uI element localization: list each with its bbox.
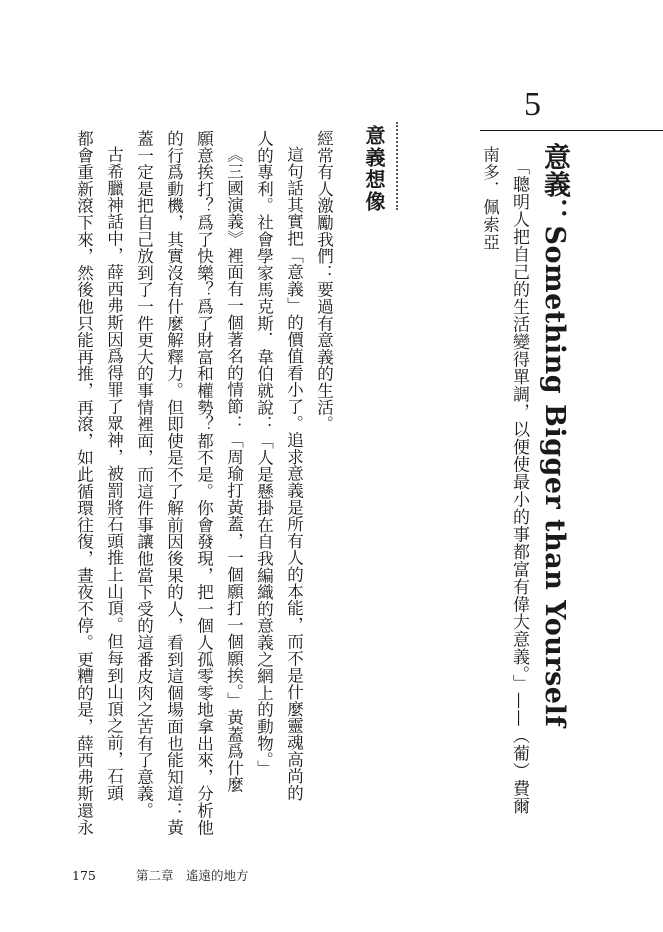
epigraph-quote: 「聰明人把自己的生活變得單調，以便使最小的事都富有偉大意義。」——（葡）費爾 <box>509 158 529 815</box>
chapter-rule <box>480 130 663 131</box>
epigraph-attribution: 南多．佩索亞 <box>480 146 500 251</box>
running-footer: 第二章 遙遠的地方 <box>136 868 249 883</box>
body-line: 的行爲動機，其實沒有什麼解釋力。但即使是不了解前因後果的人，看到這個場面也能知道：黃 <box>164 130 184 836</box>
body-line: 經常有人激勵我們：要過有意義的生活。 <box>314 130 334 433</box>
body-line: 人的專利。社會學家馬克斯．韋伯就說：「人是懸掛在自我編織的意義之網上的動物。」 <box>254 130 274 777</box>
body-line: 古希臘神話中，薛西弗斯因爲得罪了眾神，被罰將石頭推上山頂。但每到山頂之前，石頭 <box>104 146 124 802</box>
body-line: 這句話其實把「意義」的價值看小了。追求意義是所有人的本能，而不是什麼靈魂高尚的 <box>284 146 304 802</box>
chapter-title: 意義：Something Bigger than Yourself <box>539 143 570 728</box>
body-line: 願意挨打？爲了快樂？爲了財富和權勢？都不是。你會發現，把一個人孤零零地拿出來，分析他 <box>194 130 214 836</box>
body-line: 都會重新滾下來，然後他只能再推，再滾，如此循環往復，晝夜不停。更糟的是，薛西弗斯還永 <box>74 130 94 836</box>
page-number: 175 <box>72 868 96 883</box>
section-heading: 意義想像 <box>362 125 386 213</box>
section-dots <box>396 122 398 210</box>
body-line: 蓋一定是把自己放到了一件更大的事情裡面，而這件事讓他當下受的這番皮肉之苦有了意義。 <box>134 130 154 819</box>
chapter-number: 5 <box>524 86 541 123</box>
body-line: 《三國演義》裡面有一個著名的情節：「周瑜打黃蓋，一個願打一個願挨。」黃蓋爲什麼 <box>224 146 244 793</box>
